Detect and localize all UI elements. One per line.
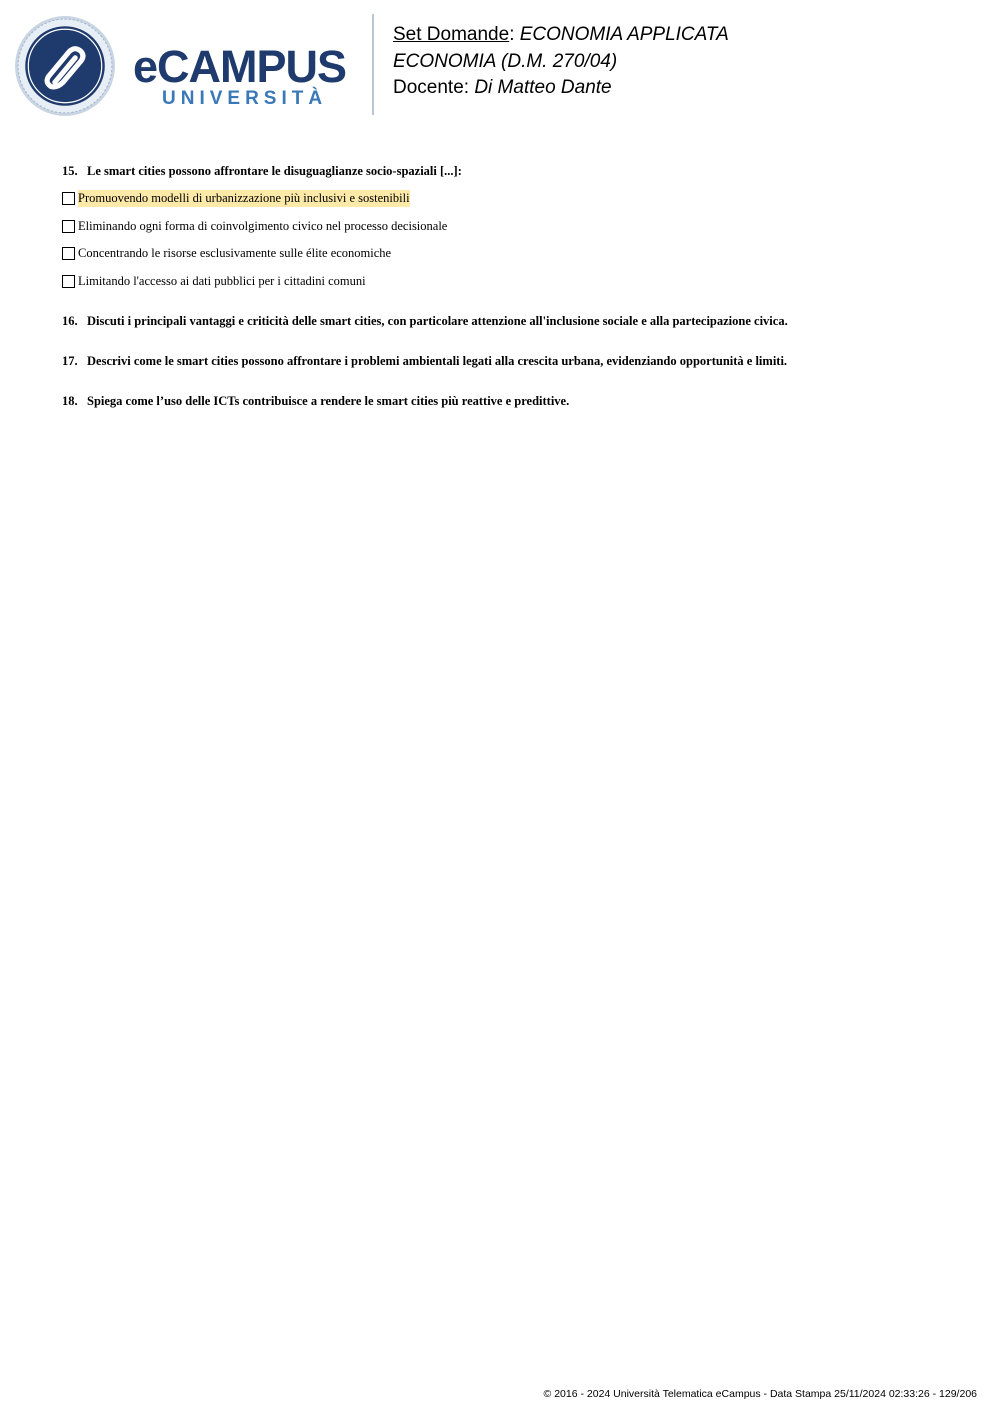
question-18	[62, 392, 962, 410]
checkbox[interactable]	[62, 275, 75, 288]
answer-option[interactable]	[62, 272, 962, 290]
degree-name: ECONOMIA (D.M. 270/04)	[393, 50, 618, 72]
question-number: 16.	[62, 314, 78, 328]
logo-wordmark: eCAMPUS	[133, 41, 347, 92]
logo-subtitle: UNIVERSITÀ	[162, 88, 328, 109]
answer-option-label: Concentrando le risorse esclusivamente sulle élite economiche	[78, 246, 392, 260]
page-header	[0, 0, 1000, 130]
question-text: Le smart cities possono affrontare le disuguaglianze socio-spaziali [...]:	[87, 164, 462, 178]
set-label: Set Domande	[393, 24, 510, 45]
header-divider	[372, 14, 374, 115]
question-text: Spiega come l’uso delle ICTs contribuisce a rendere le smart cities più reattive e predittive.	[87, 394, 570, 408]
question-title	[62, 352, 962, 370]
header-info	[393, 22, 729, 102]
answer-option-label: Limitando l'accesso ai dati pubblici per i cittadini comuni	[78, 273, 366, 288]
checkbox[interactable]	[62, 192, 75, 205]
question-title	[62, 162, 962, 180]
ecampus-seal-logo	[14, 15, 116, 117]
teacher-name: Di Matteo Dante	[474, 77, 612, 98]
question-15	[62, 162, 962, 290]
question-list	[62, 162, 962, 410]
question-number: 15.	[62, 164, 78, 178]
question-number: 18.	[62, 394, 78, 408]
teacher-label: Docente:	[393, 77, 475, 98]
question-text: Discuti i principali vantaggi e criticità delle smart cities, con particolare attenzione all'inclusione sociale e alla partecipazione civica.	[87, 314, 788, 328]
question-17	[62, 352, 962, 370]
page-footer: © 2016 - 2024 Università Telematica eCampus - Data Stampa 25/11/2024 02:33:26 - 129/206	[543, 1388, 977, 1400]
question-16	[62, 312, 962, 330]
answer-option[interactable]	[62, 217, 962, 235]
answer-option[interactable]	[62, 245, 962, 263]
answer-option-label: Eliminando ogni forma di coinvolgimento civico nel processo decisionale	[78, 218, 448, 233]
checkbox[interactable]	[62, 247, 75, 260]
answer-option-label: Promuovendo modelli di urbanizzazione più inclusivi e sostenibili	[78, 191, 410, 205]
question-number: 17.	[62, 354, 78, 368]
question-text: Descrivi come le smart cities possono affrontare i problemi ambientali legati alla crescita urbana, evidenziando opportunità e limiti.	[87, 354, 788, 368]
checkbox[interactable]	[62, 220, 75, 233]
question-title	[62, 392, 962, 410]
answer-option[interactable]	[62, 190, 962, 208]
course-name: ECONOMIA APPLICATA	[519, 24, 729, 45]
set-separator: :	[509, 24, 520, 45]
question-title	[62, 312, 962, 330]
